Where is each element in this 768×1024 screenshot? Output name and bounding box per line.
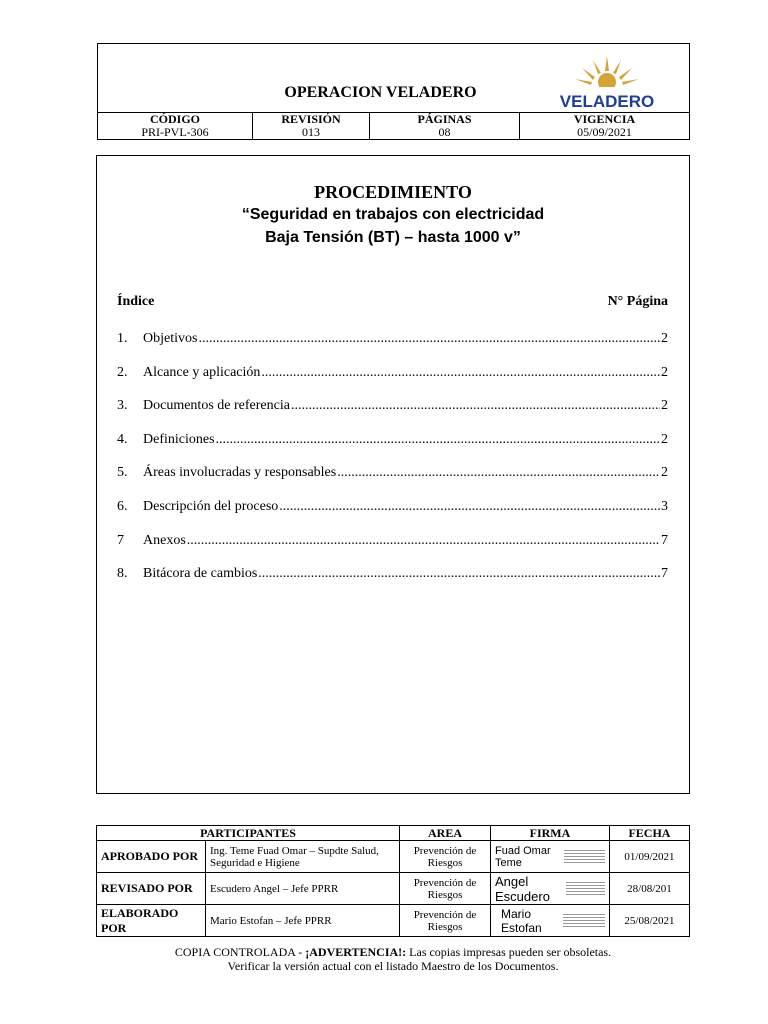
table-of-contents <box>117 331 668 600</box>
toc-page: 2 <box>661 465 668 481</box>
toc-leader <box>258 566 660 582</box>
subtitle-line-1: “Seguridad en trabajos con electricidad <box>241 206 545 223</box>
field-key: REVISIÓN <box>281 112 341 126</box>
toc-label: Objetivos <box>143 331 198 346</box>
field-key: CÓDIGO <box>149 112 200 126</box>
sun-icon <box>575 56 639 91</box>
field-key: PÁGINAS <box>417 112 472 126</box>
field-key: VIGENCIA <box>573 112 636 126</box>
toc-leader <box>261 365 660 381</box>
toc-item[interactable] <box>117 499 668 533</box>
toc-label: Áreas involucradas y responsables <box>143 465 337 481</box>
toc-leader <box>198 331 660 347</box>
footer-verify: Verificar la versión actual con el listado Maestro de los Documentos. <box>227 959 559 973</box>
toc-label: Descripción del proceso <box>143 498 279 514</box>
page-number-label: N° Página <box>607 294 668 309</box>
field-value: PRI-PVL-306 <box>141 125 209 139</box>
toc-leader <box>291 398 660 414</box>
toc-leader <box>187 533 660 549</box>
document-heading: PROCEDIMIENTO <box>314 182 472 202</box>
date-cell: 01/09/2021 <box>609 841 689 873</box>
participant-cell: Ing. Teme Fuad Omar – Supdte Salud, Seguridad e Higiene <box>206 841 400 873</box>
digital-signature: Angel Escudero <box>495 873 550 904</box>
footer-warning-label: ¡ADVERTENCIA!: <box>305 945 407 959</box>
date-cell: 25/08/2021 <box>609 905 689 937</box>
document-header <box>97 43 690 140</box>
toc-label: Bitácora de cambios <box>143 566 258 582</box>
toc-page: 2 <box>661 398 668 414</box>
toc-label: Alcance y aplicación <box>143 364 261 380</box>
field-value: 08 <box>438 125 451 139</box>
field-codigo <box>98 112 253 140</box>
participant-cell: Mario Estofan – Jefe PPRR <box>206 905 400 937</box>
field-vigencia <box>520 112 689 140</box>
toc-number: 1. <box>117 331 128 346</box>
toc-page: 7 <box>661 532 668 548</box>
toc-item[interactable] <box>117 533 668 567</box>
header-firma: FIRMA <box>491 826 610 841</box>
footer-warning <box>96 946 690 959</box>
index-label: Índice <box>117 294 155 309</box>
header-participantes: PARTICIPANTES <box>97 826 400 841</box>
role-cell: ELABORADO POR <box>97 905 206 937</box>
document-body <box>96 155 690 794</box>
digital-signature: Mario Estofan <box>501 906 542 935</box>
index-header <box>117 294 668 310</box>
toc-item[interactable] <box>117 465 668 499</box>
logo-wordmark: VELADERO <box>559 92 655 110</box>
toc-item[interactable] <box>117 398 668 432</box>
toc-leader <box>279 499 660 515</box>
toc-leader <box>337 465 660 481</box>
veladero-logo <box>555 54 659 110</box>
field-revision <box>253 112 370 140</box>
signature-details <box>564 844 604 870</box>
toc-number: 6. <box>117 498 128 514</box>
date-cell: 28/08/201 <box>609 873 689 905</box>
toc-number: 8. <box>117 566 128 582</box>
toc-page: 2 <box>661 431 668 447</box>
toc-item[interactable] <box>117 365 668 399</box>
footer-rest: Las copias impresas pueden ser obsoletas. <box>406 945 612 959</box>
field-value: 05/09/2021 <box>577 125 632 139</box>
signature-details <box>563 908 605 934</box>
area-cell: Prevención de Riesgos <box>400 841 491 873</box>
participants-table <box>96 825 690 937</box>
toc-page: 2 <box>661 331 668 346</box>
toc-item[interactable] <box>117 331 668 365</box>
participant-cell: Escudero Angel – Jefe PPRR <box>206 873 400 905</box>
table-row <box>97 841 690 873</box>
area-cell: Prevención de Riesgos <box>400 905 491 937</box>
digital-signature: Fuad Omar Teme <box>495 844 551 869</box>
table-row <box>97 873 690 905</box>
signature-cell <box>491 841 610 873</box>
signature-cell <box>491 905 610 937</box>
role-cell: REVISADO POR <box>97 873 206 905</box>
header-fields <box>98 112 689 140</box>
toc-number: 5. <box>117 465 128 481</box>
table-header-row <box>97 826 690 841</box>
toc-page: 3 <box>661 498 668 514</box>
header-fecha: FECHA <box>609 826 689 841</box>
toc-number: 2. <box>117 364 128 380</box>
toc-item[interactable] <box>117 566 668 600</box>
subtitle-line-2: Baja Tensión (BT) – hasta 1000 v” <box>265 229 521 246</box>
toc-label: Definiciones <box>143 431 215 447</box>
field-value: 013 <box>302 125 320 139</box>
field-paginas <box>370 112 520 140</box>
header-area: AREA <box>400 826 491 841</box>
toc-label: Documentos de referencia <box>143 398 290 414</box>
toc-number: 4. <box>117 431 128 447</box>
header-top <box>98 44 689 113</box>
signature-cell <box>491 873 610 905</box>
area-cell: Prevención de Riesgos <box>400 873 491 905</box>
toc-number: 7 <box>117 532 124 548</box>
company-title: OPERACION VELADERO <box>284 84 477 101</box>
toc-label: Anexos <box>143 532 186 548</box>
table-row <box>97 905 690 937</box>
role-cell: APROBADO POR <box>97 841 206 873</box>
toc-leader <box>216 432 660 448</box>
toc-page: 7 <box>661 566 668 582</box>
toc-page: 2 <box>661 364 668 380</box>
toc-item[interactable] <box>117 432 668 466</box>
toc-number: 3. <box>117 398 128 414</box>
footer-prefix: COPIA CONTROLADA - <box>174 945 306 959</box>
signature-details <box>566 876 605 902</box>
